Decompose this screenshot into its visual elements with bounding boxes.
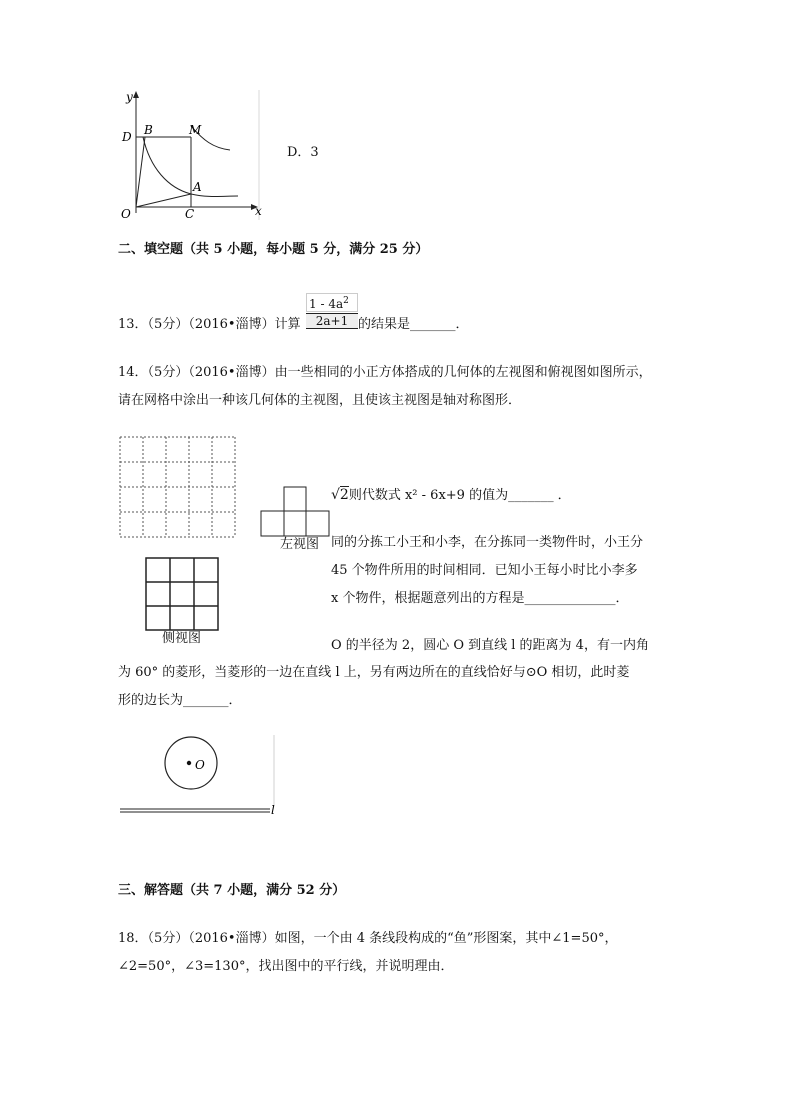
- fraction-denominator: 2a+1: [306, 313, 358, 329]
- label-d: D: [122, 130, 132, 144]
- option-d: D．3: [287, 145, 319, 160]
- label-b: B: [144, 123, 153, 137]
- q16-line3: x 个物件，根据题意列出的方程是______________．: [331, 591, 629, 606]
- section3-heading: 三、解答题（共 7 小题，满分 52 分）: [118, 883, 346, 898]
- q13-fraction: [306, 289, 358, 335]
- circle-line-figure: [118, 733, 283, 818]
- side-view-label: 侧视图: [162, 631, 202, 646]
- side-view-grid: [145, 557, 219, 633]
- q16-line1: 同的分拣工小王和小李，在分拣同一类物件时，小王分: [331, 535, 644, 550]
- circle-center-dot: [187, 761, 191, 765]
- axis-x-label: x: [255, 204, 262, 218]
- label-c: C: [185, 207, 195, 221]
- sqrt-radical: √2: [331, 487, 349, 503]
- left-view-label: 左视图: [280, 537, 320, 552]
- q16-line2: 45 个物件所用的时间相同．已知小王每小时比小李多: [331, 563, 638, 578]
- q13-prefix: 13．（5分）（2016•淄博）计算: [118, 317, 301, 332]
- q15-text: √2则代数式 x² - 6x+9 的值为_______ ．: [331, 487, 571, 503]
- q14-line1: 14．（5分）（2016•淄博）由一些相同的小正方体搭成的几何体的左视图和俯视图如图所示，: [118, 365, 652, 380]
- label-m: M: [189, 123, 202, 137]
- q17-line3: 形的边长为_______．: [118, 693, 242, 708]
- answer-dotted-grid: [119, 436, 237, 538]
- q18-line2: ∠2=50°，∠3=130°，找出图中的平行线，并说明理由．: [118, 959, 454, 974]
- coordinate-graph: [118, 88, 268, 223]
- line-label: l: [271, 803, 275, 817]
- label-o: O: [121, 207, 131, 221]
- center-label: O: [195, 758, 205, 772]
- left-view-figure: [260, 486, 332, 538]
- q18-line1: 18．（5分）（2016•淄博）如图，一个由 4 条线段构成的“鱼”形图案，其中∠1=50°，: [118, 931, 618, 946]
- q17-line1: O 的半径为 2，圆心 O 到直线 l 的距离为 4，有一内角: [331, 638, 649, 653]
- label-a: A: [193, 180, 202, 194]
- q13-suffix: 的结果是_______．: [358, 317, 469, 332]
- q14-line2: 请在网格中涂出一种该几何体的主视图，且使该主视图是轴对称图形．: [118, 393, 522, 408]
- q17-line2: 为 60° 的菱形，当菱形的一边在直线 l 上，另有两边所在的直线恰好与⊙O 相切，此时菱: [118, 665, 630, 680]
- section2-heading: 二、填空题（共 5 小题，每小题 5 分，满分 25 分）: [118, 242, 429, 257]
- axis-y-label: y: [126, 90, 133, 104]
- fraction-numerator: $1 - 4a^2$: [306, 293, 358, 312]
